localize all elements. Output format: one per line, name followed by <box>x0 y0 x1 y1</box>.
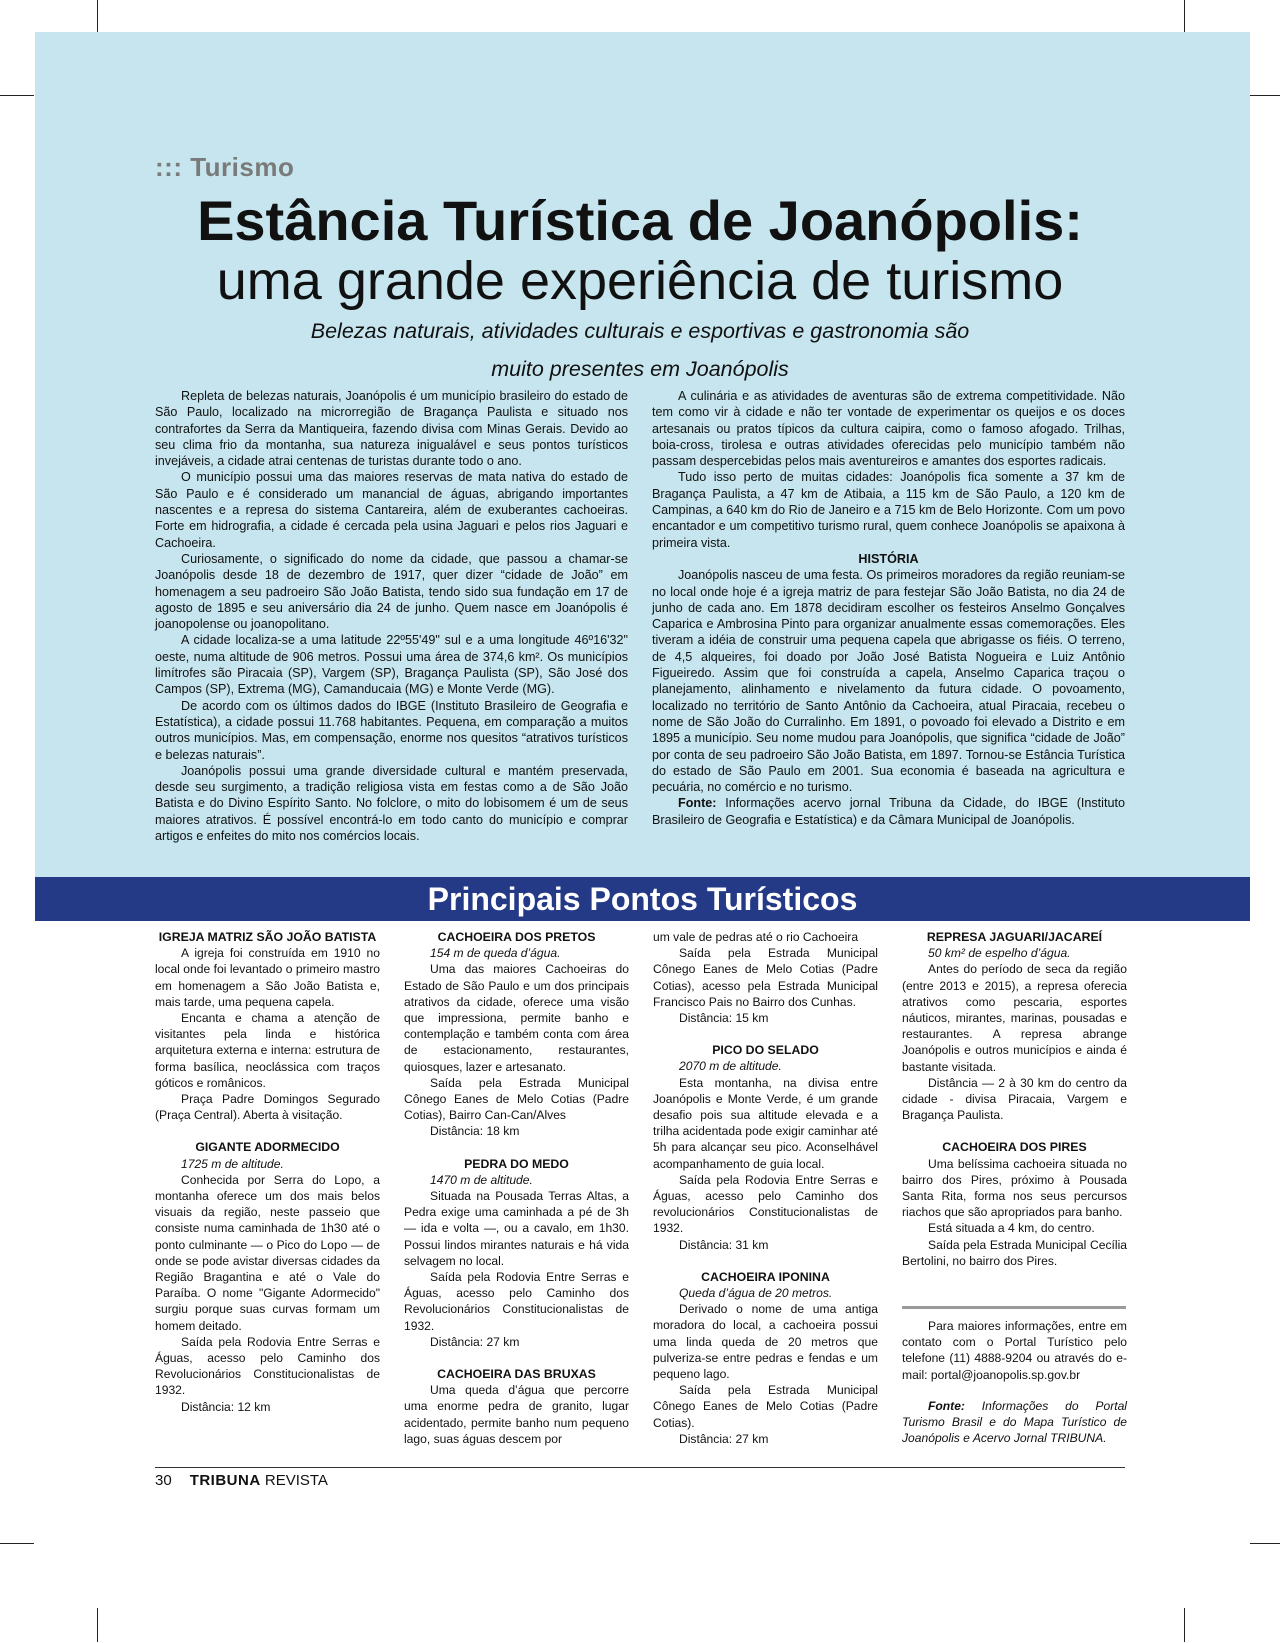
article-paragraph: Curiosamente, o significado do nome da cidade, que passou a chamar-se Joanópolis desde 18 de dezembro de 1917, quer dizer “cidade de João” em homenagem a seu padroeiro São João Batista, tendo sido sua fundação em 17 de agosto de 1895 e seu aniversário dia 24 de junho. Quem nasce em Joanópolis é joanopolense ou joanopolitano. <box>155 551 628 632</box>
spot-text: Saída pela Rodovia Entre Serras e Águas, acesso pelo Caminho dos Revolucionários Constitucionalistas de 1932. <box>404 1270 629 1333</box>
article-column-right <box>652 388 1125 828</box>
spot-title: CACHOEIRA DOS PRETOS <box>437 930 596 944</box>
page-footer <box>155 1472 328 1489</box>
spot-text: Uma das maiores Cachoeiras do Estado de São Paulo e um dos principais atrativos da cidade, oferece uma visão que impressiona, permite banho e contemplação e também conta com área de estacionamento, restaurantes, quiosques, lazer e artesanato. <box>404 962 629 1074</box>
spot-text: Saída pela Rodovia Entre Serras e Águas, acesso pelo Caminho dos Revolucionários Constitucionalistas de 1932. <box>155 1334 380 1398</box>
crop-mark <box>0 95 34 96</box>
spot-text: Praça Padre Domingos Segurado (Praça Central). Aberta à visitação. <box>155 1092 380 1123</box>
contact-text: Para maiores informações, entre em contato com o Portal Turístico pelo telefone (11) 4888-9204 ou através do e-mail: portal@joanopolis.sp.gov.br <box>902 1319 1127 1382</box>
crop-mark <box>1250 1543 1280 1544</box>
contact-info <box>902 1318 1127 1383</box>
footer-divider <box>155 1467 1125 1468</box>
spot-text: Uma belíssima cachoeira situada no bairro dos Pires, próximo à Pousada Santa Rita, forma nos seus percursos riachos que são apropriados para banho. <box>902 1156 1127 1220</box>
spot-text: Derivado o nome de uma antiga moradora do local, a cachoeira possui uma linda queda de 20 metros que pulveriza-se entre pedras e fendas e um pequeno lago. <box>653 1302 878 1382</box>
crop-mark <box>97 0 98 34</box>
spot-text: A igreja foi construída em 1910 no local onde foi levantado o primeiro mastro em homenagem a São João Batista e, mais tarde, uma pequena capela. <box>155 946 380 1009</box>
spot-igreja <box>155 929 380 1123</box>
spot-gigante <box>155 1139 380 1414</box>
spot-stat: 1470 m de altitude. <box>430 1172 533 1187</box>
spot-bruxas-continued <box>653 929 878 1026</box>
spot-text: Saída pela Estrada Municipal Cônego Eanes de Melo Cotias (Padre Cotias), acesso pela Estrada Municipal Francisco Pais no Bairro dos Cunhas. <box>653 946 878 1009</box>
crop-mark <box>97 1608 98 1642</box>
spot-pires <box>902 1139 1127 1269</box>
spot-text: Distância: 18 km <box>430 1124 520 1139</box>
spot-stat: 2070 m de altitude. <box>679 1059 782 1074</box>
divider <box>902 1306 1126 1309</box>
spot-title: GIGANTE ADORMECIDO <box>195 1140 340 1155</box>
points-band <box>35 877 1250 921</box>
spot-stat: 1725 m de altitude. <box>181 1156 284 1171</box>
spot-iponina <box>653 1269 878 1447</box>
points-title: Principais Pontos Turísticos <box>427 881 858 917</box>
page-title: Estância Turística de Joanópolis: <box>197 189 1083 252</box>
source-note <box>652 795 1125 828</box>
spot-text: Encanta e chama a atenção de visitantes pela linda e histórica arquitetura externa e interna: estrutura de forma basílica, neoclássica com traços góticos e românicos. <box>155 1011 380 1090</box>
spot-text: Distância: 31 km <box>679 1237 769 1252</box>
spot-text: Distância — 2 à 30 km do centro da cidade - divisa Piracaia, Vargem e Bragança Paulista. <box>902 1075 1127 1123</box>
spot-represa <box>902 929 1127 1123</box>
publication-brand: TRIBUNA <box>189 1472 261 1489</box>
spot-text: Distância: 27 km <box>430 1334 520 1349</box>
crop-mark <box>1184 0 1185 34</box>
spot-title: CACHOEIRA DAS BRUXAS <box>437 1367 596 1382</box>
source-label: Fonte: <box>678 796 717 811</box>
spot-title: REPRESA JAGUARI/JACAREÍ <box>926 930 1103 944</box>
article-paragraph: A cidade localiza-se a uma latitude 22º55'49" sul e a uma longitude 46º16'32" oeste, numa altitude de 906 metros. Possui uma área de 374,6 km². Os municípios limítrofes são Piracaia (SP), Vargem (SP), Bragança Paulista (SP), São José dos Campos (SP), Extrema (MG), Camanducaia (MG) e Monte Verde (MG). <box>155 633 628 697</box>
crop-mark <box>1250 95 1280 96</box>
source-text: Informações acervo jornal Tribuna da Cidade, do IBGE (Instituto Brasileiro de Geografia e Estatística) e da Câmara Municipal de Joanópolis. <box>652 796 1125 827</box>
spot-text: Distância: 27 km <box>679 1431 769 1446</box>
spot-title: CACHOEIRA DOS PIRES <box>942 1140 1087 1155</box>
spot-text: Saída pela Estrada Municipal Cecília Bertolini, no bairro dos Pires. <box>902 1237 1127 1268</box>
spot-text: Conhecida por Serra do Lopo, a montanha oferece um dos mais belos visuais da região, neste passeio que consiste numa caminhada de 1h30 até o ponto culminante — o Pico do Lopo — de onde se pode avistar diversas cidades da Região Bragantina e até o Vale do Paraíba. O nome "Gigante Adormecido" surgiu porque suas curvas formam um homem deitado. <box>155 1172 380 1333</box>
crop-mark <box>0 1543 34 1544</box>
page-number: 30 <box>155 1472 172 1489</box>
source-text: Informações do Portal Turismo Brasil e do Mapa Turístico de Joanópolis e Acervo Jornal TRIBUNA. <box>902 1399 1127 1446</box>
history-heading: HISTÓRIA <box>858 551 919 566</box>
points-column-2 <box>404 929 629 1463</box>
spot-stat: 50 km² de espelho d’água. <box>928 946 1071 961</box>
subtitle <box>255 312 1025 388</box>
spot-text: Uma queda d’água que percorre uma enorme pedra de granito, lugar acidentado, permite banho num pequeno lago, suas águas descem por <box>404 1383 629 1446</box>
spot-text: um vale de pedras até o rio Cachoeira <box>653 930 859 944</box>
section-tag: ::: Turismo <box>155 152 295 182</box>
article-paragraph: Joanópolis possui uma grande diversidade cultural e mantém preservada, desde seu surgimento, a tradição religiosa vista em festas como a de São João Batista e do Divino Espírito Santo. No folclore, o mito do lobisomem é um de seus maiores atrativos. É possível encontrá-lo em todo canto do município e comprar artigos e enfeites do mito nos comércios locais. <box>155 763 628 844</box>
spot-selado <box>653 1042 878 1253</box>
spot-text: Esta montanha, na divisa entre Joanópolis e Monte Verde, é um grande desafio pois sua altitude elevada e a trilha acidentada pode exigir caminhar até 5h para alcançar seu pico. Aconselhável acompanhamento de guia local. <box>653 1075 878 1171</box>
subtitle-line: Belezas naturais, atividades culturais e esportivas e gastronomia são <box>310 319 970 343</box>
source-label: Fonte: <box>928 1399 965 1413</box>
article-paragraph: Joanópolis nasceu de uma festa. Os primeiros moradores da região reuniam-se no local onde hoje é a igreja matriz de para festejar São João Batista, no dia 24 de junho de cada ano. Em 1878 decidiram escolher os festeiros Anselmo Gonçalves Caparica e Ambrosina Pinto para organizar anualmente essas comemorações. Eles tiveram a idéia de construir uma pequena capela que abrigasse os fiéis. O terreno, de 4,5 alqueires, foi doado por João José Batista Nogueira e Luiz Antônio Figueiredo. Assim que foi construída a capela, Anselmo Caparica traçou o planejamento, alinhamento e nivelamento da futura cidade. O povoamento, localizado no território de Santo Antônio da Cachoeira, atual Piracaia, recebeu o nome de São João do Curralinho. Em 1891, o povoado foi elevado a Distrito e em 1895 a município. Seu nome mudou para Joanópolis, que significa “cidade de João” por conta de seu padroeiro São João Batista, em 1897. Tornou-se Estância Turística do estado de São Paulo em 2001. Sua economia é baseada na agricultura e pecuária, no comércio e no turismo. <box>652 568 1125 795</box>
article-paragraph: Repleta de belezas naturais, Joanópolis é um município brasileiro do estado de São Paulo, localizado na microrregião de Bragança Paulista e situado nos contrafortes da Serra da Mantiqueira, fazendo divisa com Minas Gerais. Devido ao seu clima frio da montanha, sua natureza inigualável e seus pontos turísticos invejáveis, a cidade atrai centenas de turistas durante todo o ano. <box>155 389 628 469</box>
spot-text: Saída pela Estrada Municipal Cônego Eanes de Melo Cotias (Padre Cotias). <box>653 1383 878 1430</box>
points-column-4 <box>902 929 1127 1285</box>
spot-title: IGREJA MATRIZ SÃO JOÃO BATISTA <box>158 930 377 944</box>
spot-text: Distância: 12 km <box>181 1399 271 1414</box>
points-column-1 <box>155 929 380 1431</box>
spot-medo <box>404 1156 629 1350</box>
spot-text: Está situada a 4 km, do centro. <box>928 1221 1095 1236</box>
crop-mark <box>1184 1608 1185 1642</box>
spot-title: PEDRA DO MEDO <box>464 1156 569 1171</box>
spot-bruxas <box>404 1366 629 1447</box>
article-paragraph: De acordo com os últimos dados do IBGE (Instituto Brasileiro de Geografia e Estatística), a cidade possui 11.768 habitantes. Pequena, em comparação a muitos outros municípios. Mas, em compensação, enorme nos quesitos “atrativos turísticos e belezas naturais”. <box>155 698 628 762</box>
spot-stat: 154 m de queda d’água. <box>430 946 561 961</box>
publication-suffix: REVISTA <box>260 1472 328 1489</box>
article-paragraph: Tudo isso perto de muitas cidades: Joanópolis fica somente a 37 km de Bragança Paulista, a 47 km de Atibaia, a 115 km de São Paulo, a 120 km de Campinas, a 640 km do Rio de Janeiro e a 715 km de Belo Horizonte. Com um povo encantador e um competitivo turismo rural, quem conhece Joanópolis se apaixona à primeira vista. <box>652 470 1125 550</box>
points-column-3 <box>653 929 878 1463</box>
spot-title: PICO DO SELADO <box>712 1043 819 1058</box>
source-note <box>902 1398 1127 1447</box>
spot-text: Antes do período de seca da região (entre 2013 e 2015), a represa oferecia atrativos como pescaria, esportes náuticos, mirantes, marinas, pousadas e restaurantes. A represa abrange Joanópolis e outros municípios e ainda é bastante visitada. <box>902 962 1127 1074</box>
article-column-left <box>155 388 628 844</box>
article-paragraph: O município possui uma das maiores reservas de mata nativa do estado de São Paulo e é considerado um manancial de águas, abrigando importantes nascentes e a represa do sistema Cantareira, além de exuberantes cachoeiras. Forte em hidrografia, a cidade é cercada pela usina Jaguari e pelos rios Jaguari e Cachoeira. <box>155 470 628 550</box>
page-title-secondary: uma grande experiência de turismo <box>216 251 1064 311</box>
spot-text: Saída pela Rodovia Entre Serras e Águas, acesso pelo Caminho dos revolucionários Constitucionalistas de 1932. <box>653 1172 878 1236</box>
spot-pretos <box>404 929 629 1140</box>
article-paragraph: A culinária e as atividades de aventuras são de extrema competitividade. Não tem como vir à cidade e não ter vontade de experimentar os queijos e os doces artesanais ou pratos típicos da cultura caipira, como o famoso afogado. Trilhas, boia-cross, tirolesa e outras atividades oferecidas pelo município também não passam despercebidas pelos mais aventureiros e amantes dos esportes radicais. <box>652 389 1125 469</box>
subtitle-line: muito presentes em Joanópolis <box>491 357 789 381</box>
spot-stat: Queda d’água de 20 metros. <box>679 1286 833 1301</box>
spot-text: Situada na Pousada Terras Altas, a Pedra exige uma caminhada a pé de 3h — ida e volta —, ou a cavalo, em 1h30. Possui lindos mirantes naturais e há vida selvagem no local. <box>404 1189 629 1268</box>
spot-text: Distância: 15 km <box>679 1011 769 1026</box>
spot-text: Saída pela Estrada Municipal Cônego Eanes de Melo Cotias (Padre Cotias), Bairro Can-Can/Alves <box>404 1075 629 1123</box>
spot-title: CACHOEIRA IPONINA <box>701 1269 830 1284</box>
